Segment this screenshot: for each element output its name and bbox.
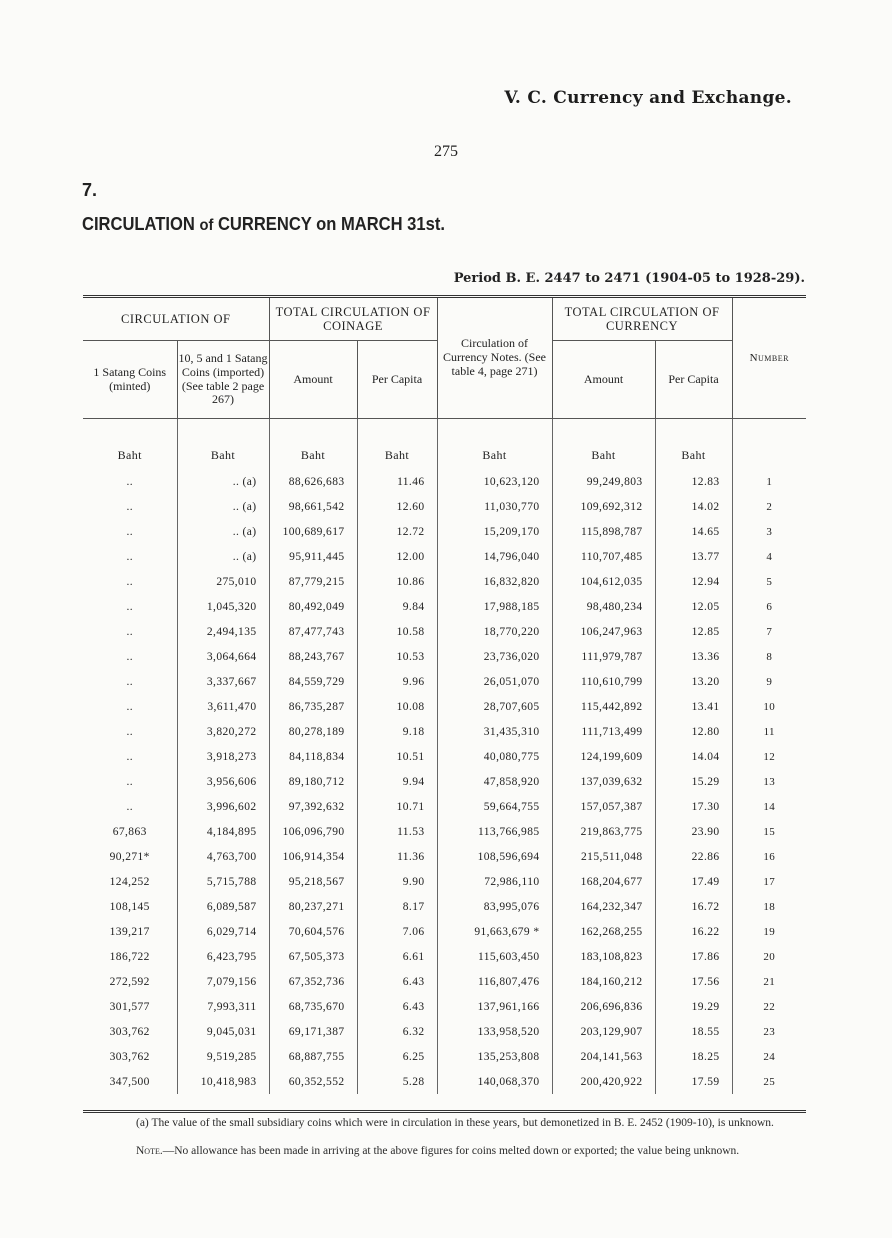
cell-satang-imported: .. (a) (177, 469, 269, 494)
cell-satang-minted: .. (126, 675, 134, 688)
cell-coinage-amount: 84,559,729 (269, 669, 357, 694)
cell-row-number: 16 (732, 844, 806, 869)
cell-coinage-amount: 84,118,834 (269, 744, 357, 769)
cell-currency-per-capita: 16.22 (655, 919, 732, 944)
table-number: 7. (82, 180, 98, 200)
unit-cell: Baht (437, 419, 552, 470)
cell-currency-per-capita: 13.77 (655, 544, 732, 569)
cell-currency-per-capita: 13.20 (655, 669, 732, 694)
cell-satang-minted: 303,762 (109, 1025, 150, 1038)
cell-row-number: 24 (732, 1044, 806, 1069)
cell-notes-amount: 18,770,220 (437, 619, 552, 644)
cell-coinage-per-capita: 9.96 (357, 669, 437, 694)
cell-notes-amount: 23,736,020 (437, 644, 552, 669)
cell-row-number: 11 (732, 719, 806, 744)
cell-satang-minted: 139,217 (109, 925, 150, 938)
cell-coinage-per-capita: 10.51 (357, 744, 437, 769)
cell-currency-amount: 200,420,922 (552, 1069, 655, 1094)
cell-notes-amount: 113,766,985 (437, 819, 552, 844)
cell-notes-amount: 135,253,808 (437, 1044, 552, 1069)
cell-row-number: 18 (732, 894, 806, 919)
cell-coinage-amount: 106,096,790 (269, 819, 357, 844)
cell-coinage-per-capita: 10.86 (357, 569, 437, 594)
cell-coinage-amount: 88,626,683 (269, 469, 357, 494)
header-coinage-per-capita: Per Capita (357, 341, 437, 419)
table-row (83, 894, 806, 919)
header-satang-minted: 1 Satang Coins (minted) (83, 341, 177, 419)
table-row (83, 644, 806, 669)
cell-satang-imported: 3,820,272 (177, 719, 269, 744)
cell-satang-imported: 6,029,714 (177, 919, 269, 944)
cell-coinage-amount: 95,911,445 (269, 544, 357, 569)
cell-notes-amount: 11,030,770 (437, 494, 552, 519)
cell-coinage-amount: 88,243,767 (269, 644, 357, 669)
cell-notes-amount: 140,068,370 (437, 1069, 552, 1094)
header-total-currency: TOTAL CIRCULATION OF CURRENCY (552, 298, 732, 341)
cell-coinage-amount: 60,352,552 (269, 1069, 357, 1094)
cell-row-number: 21 (732, 969, 806, 994)
unit-cell: Baht (357, 419, 437, 470)
cell-satang-imported: 5,715,788 (177, 869, 269, 894)
cell-coinage-amount: 70,604,576 (269, 919, 357, 944)
cell-coinage-per-capita: 10.08 (357, 694, 437, 719)
cell-notes-amount: 40,080,775 (437, 744, 552, 769)
cell-currency-amount: 109,692,312 (552, 494, 655, 519)
cell-currency-per-capita: 13.36 (655, 644, 732, 669)
section-heading: V. C. Currency and Exchange. (504, 88, 792, 108)
cell-currency-per-capita: 17.30 (655, 794, 732, 819)
cell-currency-per-capita: 12.85 (655, 619, 732, 644)
header-currency-notes: Circulation of Currency Notes. (See table 4, page 271) (437, 298, 552, 419)
table-row (83, 469, 806, 494)
cell-currency-amount: 162,268,255 (552, 919, 655, 944)
cell-satang-imported: 4,184,895 (177, 819, 269, 844)
cell-currency-per-capita: 17.56 (655, 969, 732, 994)
cell-currency-amount: 124,199,609 (552, 744, 655, 769)
cell-row-number: 6 (732, 594, 806, 619)
table-row (83, 744, 806, 769)
title-of: of (199, 217, 214, 234)
cell-satang-minted: .. (126, 650, 134, 663)
cell-currency-amount: 164,232,347 (552, 894, 655, 919)
cell-currency-amount: 111,979,787 (552, 644, 655, 669)
cell-coinage-per-capita: 6.43 (357, 969, 437, 994)
cell-currency-per-capita: 15.29 (655, 769, 732, 794)
table-row (83, 494, 806, 519)
cell-row-number: 8 (732, 644, 806, 669)
cell-currency-amount: 168,204,677 (552, 869, 655, 894)
table-row (83, 1019, 806, 1044)
header-currency-per-capita: Per Capita (655, 341, 732, 419)
cell-row-number: 17 (732, 869, 806, 894)
cell-currency-amount: 219,863,775 (552, 819, 655, 844)
cell-coinage-amount: 68,887,755 (269, 1044, 357, 1069)
cell-coinage-per-capita: 8.17 (357, 894, 437, 919)
table-row (83, 519, 806, 544)
cell-coinage-amount: 80,492,049 (269, 594, 357, 619)
unit-cell: Baht (117, 448, 142, 462)
cell-currency-per-capita: 17.59 (655, 1069, 732, 1094)
cell-coinage-per-capita: 6.32 (357, 1019, 437, 1044)
table-row (83, 694, 806, 719)
cell-coinage-per-capita: 9.90 (357, 869, 437, 894)
cell-satang-imported: 3,064,664 (177, 644, 269, 669)
cell-satang-imported: 3,918,273 (177, 744, 269, 769)
cell-row-number: 4 (732, 544, 806, 569)
cell-satang-minted: .. (126, 725, 134, 738)
cell-coinage-per-capita: 9.84 (357, 594, 437, 619)
table-row (83, 769, 806, 794)
cell-currency-amount: 104,612,035 (552, 569, 655, 594)
cell-satang-minted: .. (126, 600, 134, 613)
cell-currency-per-capita: 13.41 (655, 694, 732, 719)
cell-satang-minted: .. (126, 625, 134, 638)
cell-currency-amount: 111,713,499 (552, 719, 655, 744)
cell-satang-imported: .. (a) (177, 544, 269, 569)
table-row (83, 594, 806, 619)
cell-currency-per-capita: 17.49 (655, 869, 732, 894)
cell-coinage-per-capita: 12.60 (357, 494, 437, 519)
cell-currency-amount: 206,696,836 (552, 994, 655, 1019)
cell-row-number: 22 (732, 994, 806, 1019)
cell-coinage-amount: 67,352,736 (269, 969, 357, 994)
cell-currency-amount: 115,898,787 (552, 519, 655, 544)
cell-coinage-per-capita: 7.06 (357, 919, 437, 944)
cell-notes-amount: 10,623,120 (437, 469, 552, 494)
cell-currency-per-capita: 22.86 (655, 844, 732, 869)
cell-satang-minted: .. (126, 575, 134, 588)
cell-currency-per-capita: 17.86 (655, 944, 732, 969)
table-row (83, 1044, 806, 1069)
table-title (82, 214, 445, 235)
cell-currency-per-capita: 14.02 (655, 494, 732, 519)
cell-row-number: 23 (732, 1019, 806, 1044)
cell-row-number: 12 (732, 744, 806, 769)
cell-currency-amount: 106,247,963 (552, 619, 655, 644)
cell-coinage-amount: 95,218,567 (269, 869, 357, 894)
cell-satang-minted: 303,762 (109, 1050, 150, 1063)
page-number: 275 (434, 143, 458, 160)
unit-cell (732, 419, 806, 470)
period-label: Period B. E. 2447 to 2471 (1904-05 to 1928-29). (453, 271, 805, 286)
cell-notes-amount: 28,707,605 (437, 694, 552, 719)
cell-coinage-per-capita: 9.18 (357, 719, 437, 744)
table-row (83, 669, 806, 694)
footnote-a (136, 1114, 816, 1133)
unit-cell: Baht (552, 419, 655, 470)
cell-currency-amount: 204,141,563 (552, 1044, 655, 1069)
cell-currency-per-capita: 19.29 (655, 994, 732, 1019)
cell-notes-amount: 17,988,185 (437, 594, 552, 619)
header-satang-imported: 10, 5 and 1 Satang Coins (imported) (See table 2 page 267) (177, 341, 269, 419)
cell-currency-per-capita: 23.90 (655, 819, 732, 844)
table-row (83, 1069, 806, 1094)
cell-row-number: 15 (732, 819, 806, 844)
cell-satang-minted: .. (126, 775, 134, 788)
cell-row-number: 7 (732, 619, 806, 644)
header-coinage-amount: Amount (269, 341, 357, 419)
cell-satang-minted: 108,145 (109, 900, 150, 913)
cell-notes-amount: 26,051,070 (437, 669, 552, 694)
cell-satang-minted: 90,271* (109, 850, 150, 863)
cell-satang-minted: .. (126, 700, 134, 713)
table-row (83, 869, 806, 894)
table-row (83, 944, 806, 969)
circulation-table (83, 298, 806, 1094)
cell-coinage-amount: 80,237,271 (269, 894, 357, 919)
cell-satang-imported: 3,996,602 (177, 794, 269, 819)
cell-notes-amount: 14,796,040 (437, 544, 552, 569)
cell-row-number: 25 (732, 1069, 806, 1094)
cell-satang-imported: 1,045,320 (177, 594, 269, 619)
cell-row-number: 13 (732, 769, 806, 794)
cell-coinage-per-capita: 10.58 (357, 619, 437, 644)
cell-currency-per-capita: 12.80 (655, 719, 732, 744)
cell-currency-amount: 203,129,907 (552, 1019, 655, 1044)
cell-satang-minted: 124,252 (109, 875, 150, 888)
cell-row-number: 2 (732, 494, 806, 519)
cell-satang-imported: 4,763,700 (177, 844, 269, 869)
cell-row-number: 3 (732, 519, 806, 544)
cell-notes-amount: 83,995,076 (437, 894, 552, 919)
cell-satang-minted: 272,592 (109, 975, 150, 988)
cell-coinage-amount: 80,278,189 (269, 719, 357, 744)
cell-currency-per-capita: 14.65 (655, 519, 732, 544)
cell-row-number: 10 (732, 694, 806, 719)
title-part2: CURRENCY on MARCH 31st. (217, 214, 445, 234)
cell-currency-per-capita: 12.94 (655, 569, 732, 594)
cell-notes-amount: 137,961,166 (437, 994, 552, 1019)
cell-currency-amount: 99,249,803 (552, 469, 655, 494)
unit-cell: Baht (269, 419, 357, 470)
table-row (83, 919, 806, 944)
cell-coinage-amount: 87,477,743 (269, 619, 357, 644)
cell-satang-imported: .. (a) (177, 494, 269, 519)
table-row (83, 969, 806, 994)
table-row (83, 994, 806, 1019)
cell-row-number: 20 (732, 944, 806, 969)
cell-coinage-amount: 98,661,542 (269, 494, 357, 519)
cell-notes-amount: 31,435,310 (437, 719, 552, 744)
cell-notes-amount: 115,603,450 (437, 944, 552, 969)
cell-coinage-amount: 100,689,617 (269, 519, 357, 544)
cell-satang-minted: 67,863 (112, 825, 147, 838)
cell-satang-imported: 2,494,135 (177, 619, 269, 644)
cell-satang-imported: 7,079,156 (177, 969, 269, 994)
header-number: Number (732, 298, 806, 419)
cell-coinage-amount: 97,392,632 (269, 794, 357, 819)
cell-satang-imported: 3,611,470 (177, 694, 269, 719)
cell-notes-amount: 16,832,820 (437, 569, 552, 594)
cell-currency-amount: 183,108,823 (552, 944, 655, 969)
cell-coinage-per-capita: 10.53 (357, 644, 437, 669)
cell-satang-minted: 301,577 (109, 1000, 150, 1013)
cell-row-number: 5 (732, 569, 806, 594)
cell-coinage-amount: 69,171,387 (269, 1019, 357, 1044)
cell-notes-amount: 72,986,110 (437, 869, 552, 894)
cell-satang-minted: .. (126, 475, 134, 488)
cell-satang-minted: .. (126, 550, 134, 563)
table-row (83, 619, 806, 644)
note-text: —No allowance has been made in arriving at the above figures for coins melted down or exported; the value being unknown. (162, 1145, 740, 1157)
cell-notes-amount: 59,664,755 (437, 794, 552, 819)
cell-currency-per-capita: 18.25 (655, 1044, 732, 1069)
header-currency-amount: Amount (552, 341, 655, 419)
cell-currency-amount: 215,511,048 (552, 844, 655, 869)
cell-coinage-amount: 86,735,287 (269, 694, 357, 719)
cell-coinage-amount: 89,180,712 (269, 769, 357, 794)
cell-coinage-amount: 87,779,215 (269, 569, 357, 594)
cell-satang-imported: 6,423,795 (177, 944, 269, 969)
cell-coinage-per-capita: 6.61 (357, 944, 437, 969)
cell-coinage-per-capita: 12.00 (357, 544, 437, 569)
note-label: Note. (136, 1145, 163, 1157)
table-row (83, 544, 806, 569)
unit-row (83, 419, 806, 470)
table-frame (83, 295, 806, 1113)
cell-notes-amount: 91,663,679 * (437, 919, 552, 944)
cell-notes-amount: 15,209,170 (437, 519, 552, 544)
cell-coinage-amount: 106,914,354 (269, 844, 357, 869)
table-row (83, 794, 806, 819)
cell-satang-minted: .. (126, 500, 134, 513)
cell-satang-imported: 7,993,311 (177, 994, 269, 1019)
cell-satang-imported: 6,089,587 (177, 894, 269, 919)
table-row (83, 819, 806, 844)
cell-currency-amount: 137,039,632 (552, 769, 655, 794)
cell-coinage-per-capita: 10.71 (357, 794, 437, 819)
footnote-a-label: (a) (136, 1117, 149, 1129)
cell-currency-per-capita: 14.04 (655, 744, 732, 769)
cell-coinage-per-capita: 11.53 (357, 819, 437, 844)
footnote-a-text: The value of the small subsidiary coins which were in circulation in these years, but demonetized in B. E. 2452 (1909-10), is unknown. (151, 1117, 774, 1129)
cell-notes-amount: 108,596,694 (437, 844, 552, 869)
cell-notes-amount: 116,807,476 (437, 969, 552, 994)
cell-satang-imported: .. (a) (177, 519, 269, 544)
cell-currency-per-capita: 18.55 (655, 1019, 732, 1044)
cell-row-number: 9 (732, 669, 806, 694)
footnotes (136, 1114, 816, 1170)
cell-currency-amount: 184,160,212 (552, 969, 655, 994)
cell-satang-minted: .. (126, 750, 134, 763)
unit-cell: Baht (177, 419, 269, 470)
title-part1: CIRCULATION (82, 214, 195, 234)
cell-notes-amount: 47,858,920 (437, 769, 552, 794)
cell-coinage-per-capita: 12.72 (357, 519, 437, 544)
table-row (83, 569, 806, 594)
cell-satang-imported: 275,010 (177, 569, 269, 594)
footnote-note (136, 1142, 816, 1161)
cell-satang-imported: 9,519,285 (177, 1044, 269, 1069)
cell-satang-minted: .. (126, 800, 134, 813)
header-circulation-of: CIRCULATION OF (83, 298, 269, 341)
cell-coinage-per-capita: 11.36 (357, 844, 437, 869)
cell-currency-amount: 110,707,485 (552, 544, 655, 569)
cell-satang-minted: 186,722 (109, 950, 150, 963)
cell-notes-amount: 133,958,520 (437, 1019, 552, 1044)
cell-currency-amount: 157,057,387 (552, 794, 655, 819)
cell-satang-imported: 3,956,606 (177, 769, 269, 794)
cell-satang-imported: 10,418,983 (177, 1069, 269, 1094)
cell-coinage-per-capita: 9.94 (357, 769, 437, 794)
header-total-coinage: TOTAL CIRCULATION OF COINAGE (269, 298, 437, 341)
cell-currency-amount: 110,610,799 (552, 669, 655, 694)
cell-currency-amount: 98,480,234 (552, 594, 655, 619)
cell-coinage-per-capita: 11.46 (357, 469, 437, 494)
cell-satang-imported: 9,045,031 (177, 1019, 269, 1044)
cell-currency-per-capita: 12.05 (655, 594, 732, 619)
cell-satang-minted: 347,500 (109, 1075, 150, 1088)
cell-coinage-per-capita: 6.43 (357, 994, 437, 1019)
cell-currency-amount: 115,442,892 (552, 694, 655, 719)
cell-satang-minted: .. (126, 525, 134, 538)
cell-coinage-per-capita: 6.25 (357, 1044, 437, 1069)
cell-currency-per-capita: 16.72 (655, 894, 732, 919)
cell-coinage-amount: 67,505,373 (269, 944, 357, 969)
cell-currency-per-capita: 12.83 (655, 469, 732, 494)
table-row (83, 844, 806, 869)
cell-row-number: 14 (732, 794, 806, 819)
cell-satang-imported: 3,337,667 (177, 669, 269, 694)
table-row (83, 719, 806, 744)
cell-coinage-amount: 68,735,670 (269, 994, 357, 1019)
table-body (83, 419, 806, 1095)
unit-cell: Baht (655, 419, 732, 470)
cell-coinage-per-capita: 5.28 (357, 1069, 437, 1094)
cell-row-number: 19 (732, 919, 806, 944)
cell-row-number: 1 (732, 469, 806, 494)
